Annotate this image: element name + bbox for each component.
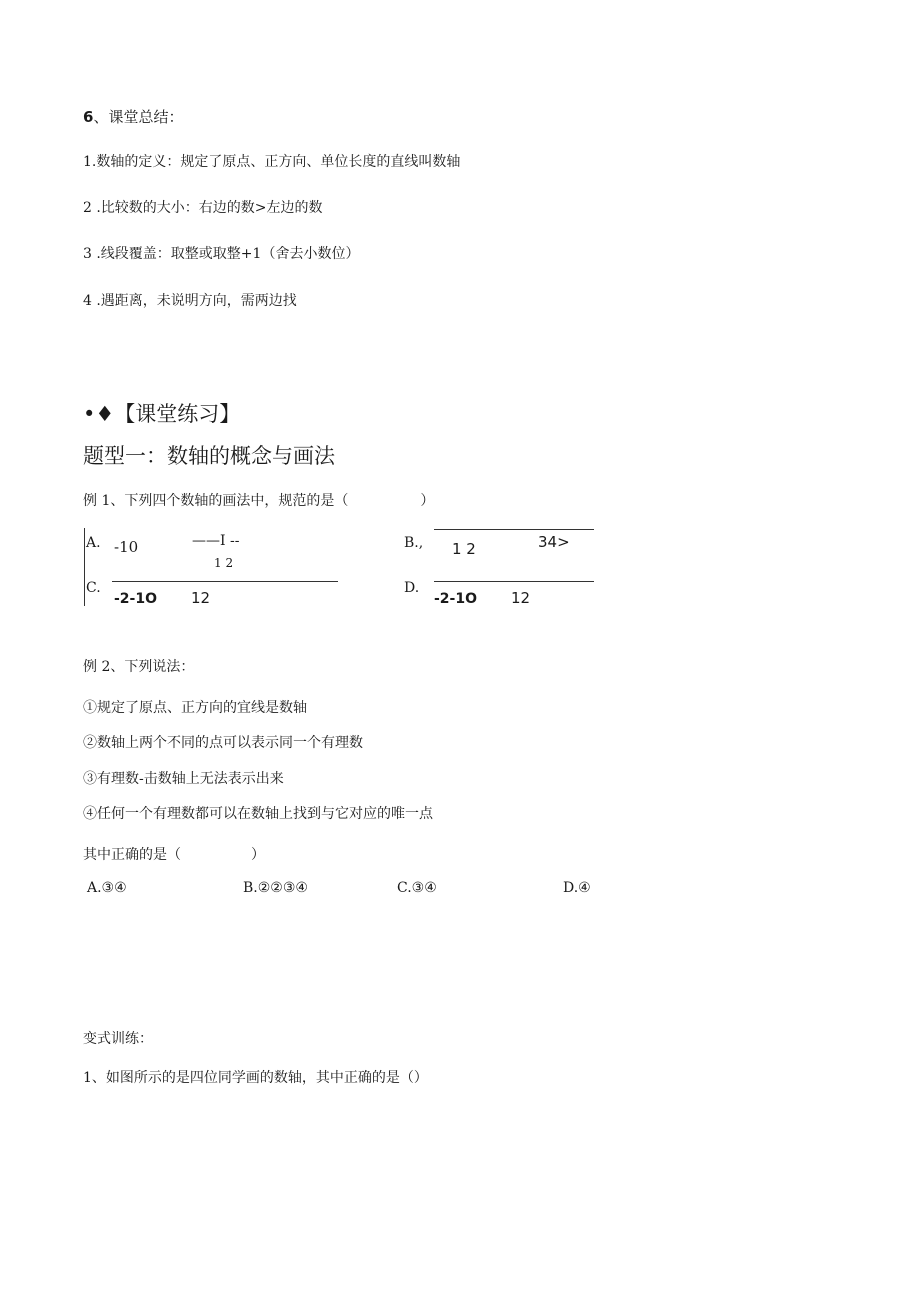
summary-item-4: 4 .遇距离，未说明方向，需两边找 bbox=[83, 293, 297, 309]
option-d-nums-right: 12 bbox=[511, 589, 531, 607]
variant-question-1: 1、如图所示的是四位同学画的数轴，其中正确的是（） bbox=[83, 1070, 428, 1086]
summary-heading-number: 6 bbox=[83, 108, 94, 126]
option-c-axis-line bbox=[112, 581, 338, 582]
example2-choice-c: C.③④ bbox=[397, 880, 437, 896]
option-a-label: A. bbox=[86, 535, 101, 551]
example2-choice-a: A.③④ bbox=[87, 880, 127, 896]
option-c-nums-left: -2-1O bbox=[114, 591, 158, 607]
summary-item-2: 2 .比较数的大小：右边的数>左边的数 bbox=[83, 200, 323, 216]
example2-prompt-text: 其中正确的是（ bbox=[83, 847, 181, 863]
practice-title: •♦【课堂练习】 bbox=[83, 402, 241, 426]
options-left-bar bbox=[84, 528, 85, 606]
option-d-label: D. bbox=[404, 580, 420, 596]
type-heading: 题型一：数轴的概念与画法 bbox=[83, 444, 335, 468]
option-a-sub: 1 2 bbox=[214, 556, 234, 570]
option-b-nums-left: 1 2 bbox=[452, 540, 476, 558]
variant-heading: 变式训练： bbox=[83, 1031, 153, 1047]
example2-prompt bbox=[83, 844, 265, 864]
example1-question bbox=[83, 490, 434, 510]
summary-item-3: 3 .线段覆盖：取整或取整+1（舍去小数位） bbox=[83, 246, 360, 262]
example2-question: 例 2、下列说法： bbox=[83, 659, 195, 675]
example2-choice-d: D.④ bbox=[563, 880, 591, 896]
option-b-label: B., bbox=[404, 535, 424, 551]
example1-question-text: 例 1、下列四个数轴的画法中，规范的是（ bbox=[83, 493, 349, 509]
option-b-nums-right: 34> bbox=[538, 533, 570, 551]
example2-statement-4: ④任何一个有理数都可以在数轴上找到与它对应的唯一点 bbox=[83, 806, 433, 822]
option-a-nums: -10 bbox=[114, 538, 139, 556]
option-d-axis-line bbox=[434, 581, 594, 582]
option-c-nums-right: 12 bbox=[191, 589, 211, 607]
option-b-axis-line bbox=[434, 529, 594, 530]
option-a-marks: ——I -- bbox=[192, 533, 240, 549]
summary-heading bbox=[83, 106, 183, 127]
summary-item-1: 1.数轴的定义：规定了原点、正方向、单位长度的直线叫数轴 bbox=[83, 154, 461, 170]
example2-statement-2: ②数轴上两个不同的点可以表示同一个有理数 bbox=[83, 735, 363, 751]
option-c-label: C. bbox=[86, 580, 101, 596]
example2-statement-1: ①规定了原点、正方向的宜线是数轴 bbox=[83, 700, 307, 716]
example2-statement-3: ③有理数-击数轴上无法表示出来 bbox=[83, 771, 284, 787]
option-d-nums-left: -2-1O bbox=[434, 591, 478, 607]
example2-prompt-close: ） bbox=[251, 847, 265, 863]
example2-choice-b: B.②②③④ bbox=[243, 880, 308, 896]
example1-close-paren: ） bbox=[420, 493, 435, 509]
summary-heading-text: 、课堂总结： bbox=[93, 108, 184, 126]
